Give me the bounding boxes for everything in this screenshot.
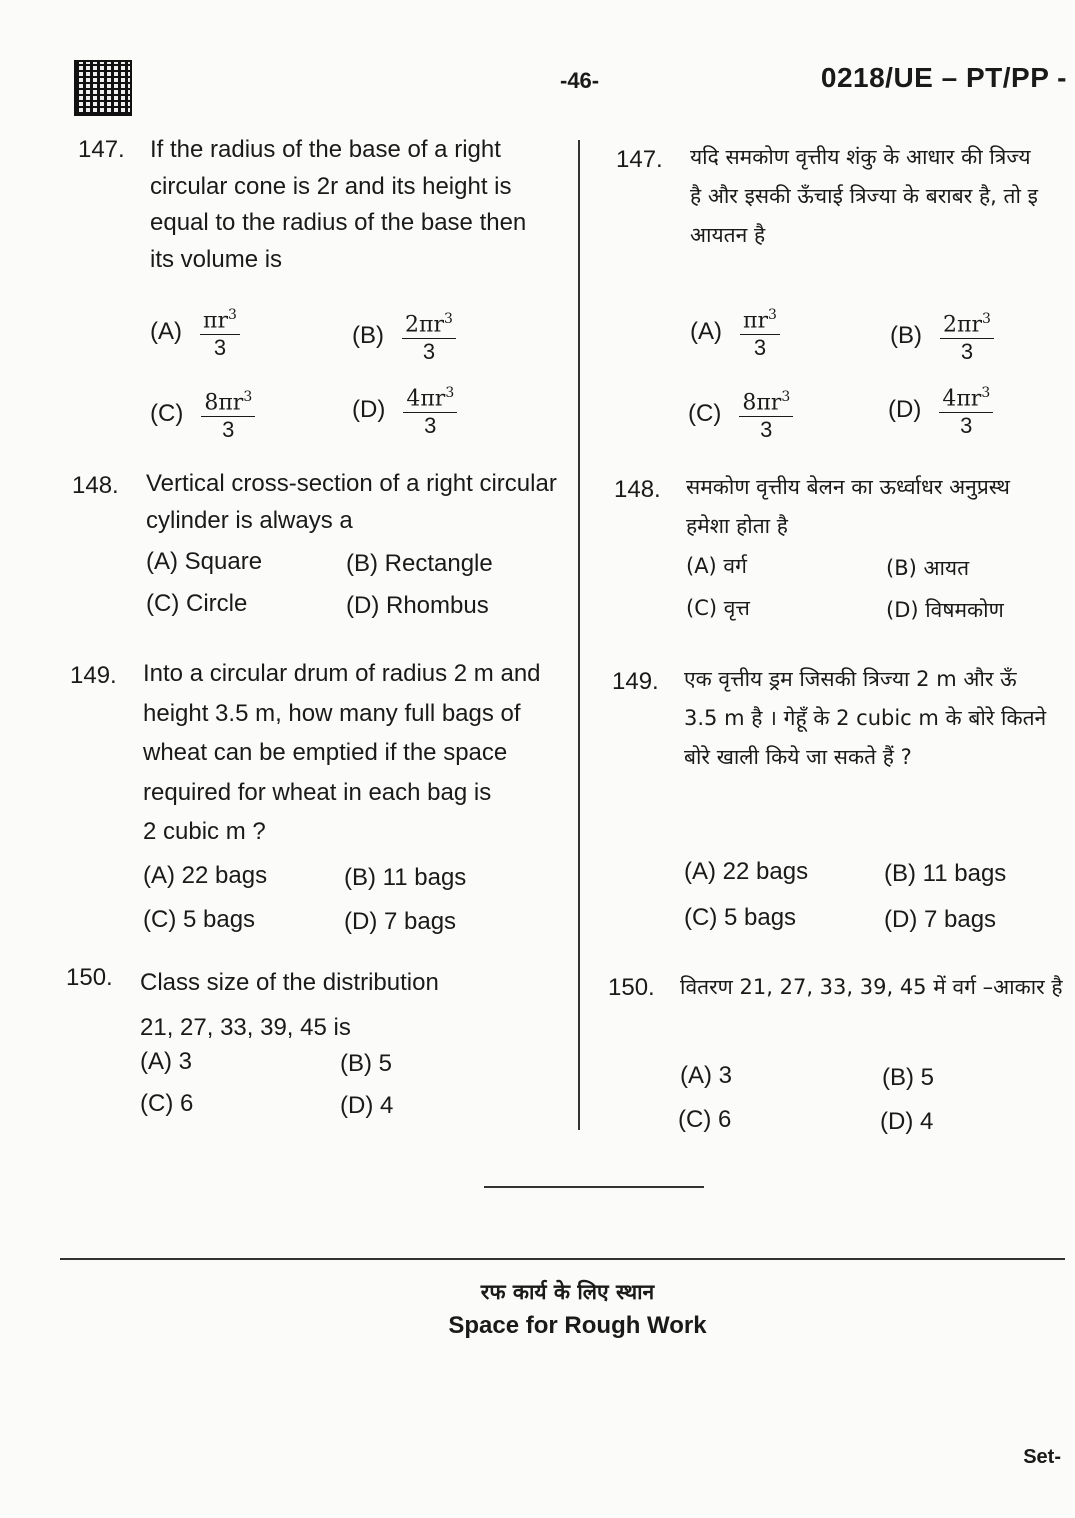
question-number: 149.	[612, 668, 659, 695]
option-d[interactable]: (D) 7 bags	[884, 906, 997, 933]
question-number: 150.	[66, 964, 113, 991]
option-c[interactable]: (C) $\frac{8\pi r^3}{3}$	[150, 384, 255, 443]
option-d[interactable]: (D) $\frac{4\pi r^3}{3}$	[352, 380, 457, 439]
option-b[interactable]: (B) आयत	[886, 556, 970, 580]
option-c[interactable]: (C) 6	[678, 1106, 732, 1133]
question-number: 149.	[70, 662, 117, 689]
question-stem: एक वृत्तीय ड्रम जिसकी त्रिज्या 2 m और ऊँ 3.5 m है । गेहूँ के 2 cubic m के बोरे कितने बोरे खाली किये जा सकते हैं ?	[684, 667, 1047, 769]
qr-code	[76, 62, 130, 114]
question-stem: Class size of the distribution 21, 27, 33, 39, 45 is	[140, 969, 439, 1041]
question-stem: Vertical cross-section of a right circular cylinder is always a	[146, 470, 557, 534]
option-c[interactable]: (C) 6	[140, 1090, 194, 1117]
question-stem: वितरण 21, 27, 33, 39, 45 में वर्ग –आकार है	[680, 975, 1063, 999]
option-d[interactable]: (D) 7 bags	[344, 908, 457, 935]
option-a[interactable]: (A) Square	[146, 548, 263, 575]
option-b[interactable]: (B) 11 bags	[884, 860, 1007, 887]
option-a[interactable]: (A) $\frac{\pi r^3}{3}$	[690, 302, 780, 361]
option-a[interactable]: (A) 22 bags	[684, 858, 809, 885]
end-rule	[484, 1186, 704, 1188]
paper-code: 0218/UE – PT/PP -	[820, 62, 1067, 93]
option-b[interactable]: (B) 11 bags	[344, 864, 467, 891]
question-number: 147.	[78, 136, 125, 163]
column-divider	[578, 140, 580, 1130]
option-a[interactable]: (A) 3	[140, 1048, 193, 1075]
question-number: 148.	[614, 476, 661, 503]
option-b[interactable]: (B) 5	[340, 1050, 393, 1077]
question-number: 147.	[616, 146, 663, 173]
option-d[interactable]: (D) 4	[880, 1108, 934, 1135]
question-number: 148.	[72, 472, 119, 499]
rough-work-label-hindi: रफ कार्य के लिए स्थान	[480, 1280, 655, 1304]
option-c[interactable]: (C) 5 bags	[684, 904, 797, 931]
question-stem: समकोण वृत्तीय बेलन का ऊर्ध्वाधर अनुप्रस्थ हमेशा होता है	[686, 475, 1010, 538]
option-d[interactable]: (D) $\frac{4\pi r^3}{3}$	[888, 380, 993, 439]
option-d[interactable]: (D) विषमकोण	[886, 598, 1004, 622]
option-c[interactable]: (C) वृत्त	[686, 596, 750, 620]
option-b[interactable]: (B) $\frac{2\pi r^3}{3}$	[890, 306, 994, 365]
option-b[interactable]: (B) 5	[882, 1064, 935, 1091]
question-stem: यदि समकोण वृत्तीय शंकु के आधार की त्रिज्य है और इसकी ऊँचाई त्रिज्या के बराबर है, तो इ आयतन है	[690, 145, 1038, 247]
option-d[interactable]: (D) Rhombus	[346, 592, 489, 619]
option-a[interactable]: (A) $\frac{\pi r^3}{3}$	[150, 302, 240, 361]
option-a[interactable]: (A) 3	[680, 1062, 733, 1089]
set-label: Set-	[1023, 1446, 1061, 1468]
option-c[interactable]: (C) 5 bags	[143, 906, 256, 933]
option-c[interactable]: (C) $\frac{8\pi r^3}{3}$	[688, 384, 793, 443]
page-number: -46-	[560, 68, 600, 93]
option-c[interactable]: (C) Circle	[146, 590, 248, 617]
option-b[interactable]: (B) $\frac{2\pi r^3}{3}$	[352, 306, 456, 365]
rough-work-label-english: Space for Rough Work	[448, 1312, 707, 1339]
question-number: 150.	[608, 974, 655, 1001]
option-a[interactable]: (A) 22 bags	[143, 862, 268, 889]
option-a[interactable]: (A) वर्ग	[686, 554, 747, 578]
question-stem: Into a circular drum of radius 2 m and height 3.5 m, how many full bags of wheat can be emptied if the space required for wheat in each bag is 2 cubic m ?	[143, 660, 541, 845]
option-b[interactable]: (B) Rectangle	[346, 550, 493, 577]
option-d[interactable]: (D) 4	[340, 1092, 394, 1119]
footer-divider	[60, 1258, 1065, 1260]
question-stem: If the radius of the base of a right circular cone is 2r and its height is equal to the radius of the base then its volume is	[150, 136, 527, 273]
